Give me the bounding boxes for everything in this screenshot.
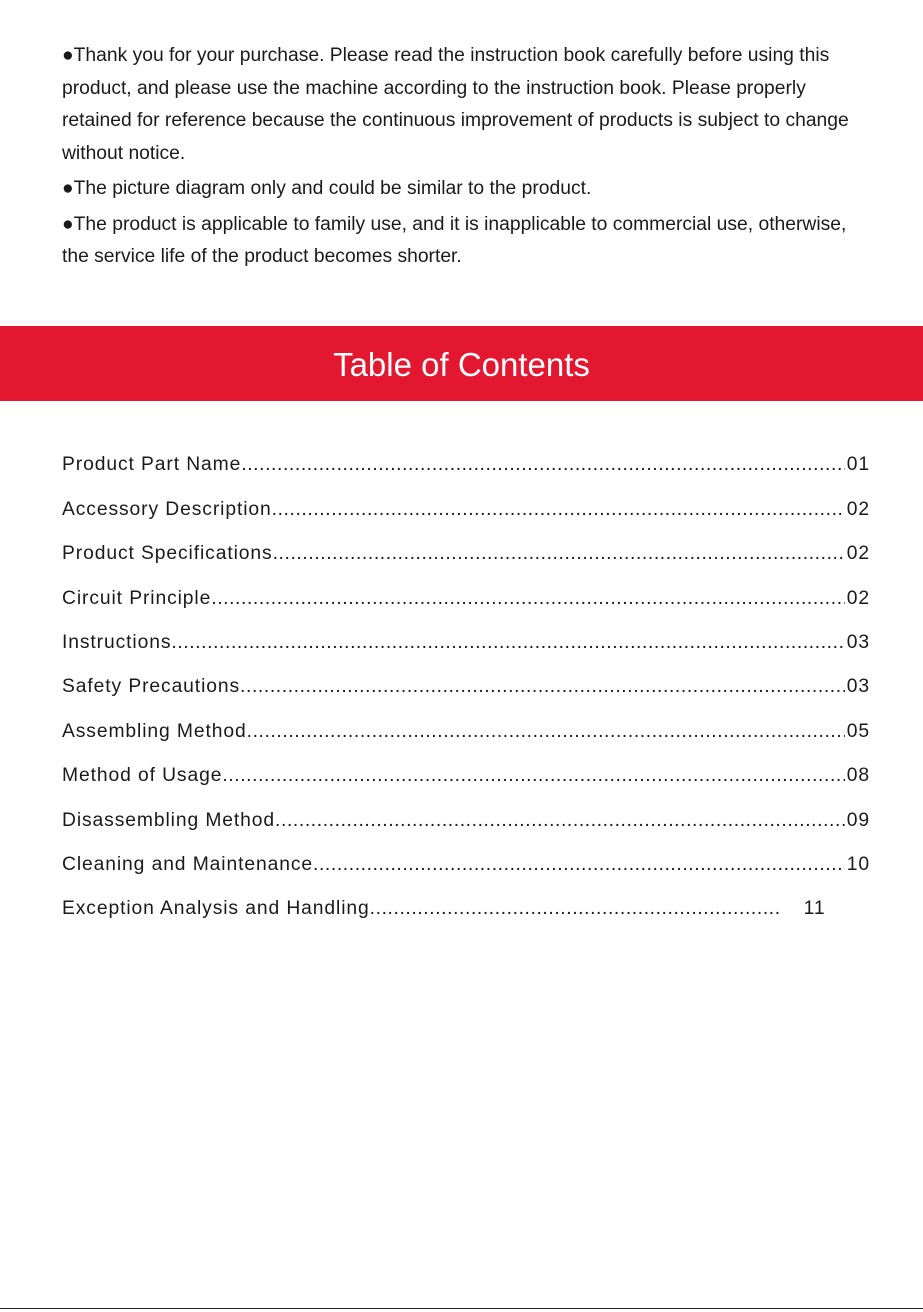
toc-entry-page: 03 (846, 631, 870, 653)
toc-entry[interactable] (62, 654, 870, 698)
toc-entry-label: Product Part Name (62, 454, 242, 476)
toc-entry-page: 02 (846, 543, 870, 565)
toc-entry-page: 08 (846, 765, 870, 787)
intro-paragraph-purchase: ●Thank you for your purchase. Please read the instruction book carefully before using this product, and please use the machine according to the instruction book. Please properly retained for reference because the continuous improvement of products is subject to change without notice. (62, 45, 849, 164)
toc-entry-label: Assembling Method (62, 720, 247, 742)
intro-paragraph-picture: ●The picture diagram only and could be similar to the product. (62, 178, 592, 199)
toc-entry-label: Exception Analysis and Handling (62, 898, 370, 920)
toc-entry[interactable] (62, 521, 870, 565)
toc-title: Table of Contents (333, 345, 590, 383)
toc-dot-leader (171, 632, 844, 654)
toc-dot-leader (247, 721, 845, 743)
toc-entry-page: 11 (803, 898, 826, 920)
toc-entry[interactable] (62, 876, 870, 920)
toc-entry-label: Accessory Description (62, 498, 272, 520)
toc-dot-leader (211, 588, 845, 610)
toc-entry-page: 10 (846, 853, 870, 875)
page-bottom-rule (0, 1308, 923, 1309)
toc-dot-leader (222, 765, 844, 787)
toc-entry[interactable] (62, 832, 870, 876)
toc-entry[interactable] (62, 610, 870, 654)
toc-entry[interactable] (62, 432, 870, 476)
toc-entry-label: Circuit Principle (62, 587, 212, 609)
toc-dot-leader (240, 676, 845, 698)
toc-entry-page: 05 (846, 720, 870, 742)
toc-entry-label: Disassembling Method (62, 809, 276, 831)
toc-list (62, 432, 870, 920)
toc-entry[interactable] (62, 565, 870, 609)
toc-entry[interactable] (62, 698, 870, 742)
toc-entry[interactable] (62, 787, 870, 831)
toc-entry-label: Cleaning and Maintenance (62, 853, 313, 875)
toc-dot-leader (272, 499, 845, 521)
toc-entry-page: 02 (846, 587, 870, 609)
toc-dot-leader (370, 898, 780, 920)
toc-entry-label: Safety Precautions (62, 676, 241, 698)
toc-entry[interactable] (62, 476, 870, 520)
toc-entry-label: Method of Usage (62, 765, 223, 787)
toc-entry-page: 03 (846, 676, 870, 698)
toc-dot-leader (313, 854, 845, 876)
toc-dot-leader (273, 543, 845, 565)
toc-banner (0, 326, 923, 401)
toc-dot-leader (275, 810, 845, 832)
intro-notice (62, 40, 872, 274)
toc-entry[interactable] (62, 743, 870, 787)
toc-entry-page: 09 (846, 809, 870, 831)
toc-entry-page: 02 (846, 498, 870, 520)
toc-dot-leader (241, 454, 844, 476)
toc-entry-page: 01 (846, 454, 870, 476)
intro-paragraph-family-use: ●The product is applicable to family use, and it is inapplicable to commercial use, otherwise, the service life of the product becomes shorter. (62, 213, 847, 267)
toc-entry-label: Instructions (62, 631, 172, 653)
toc-entry-label: Product Specifications (62, 543, 273, 565)
